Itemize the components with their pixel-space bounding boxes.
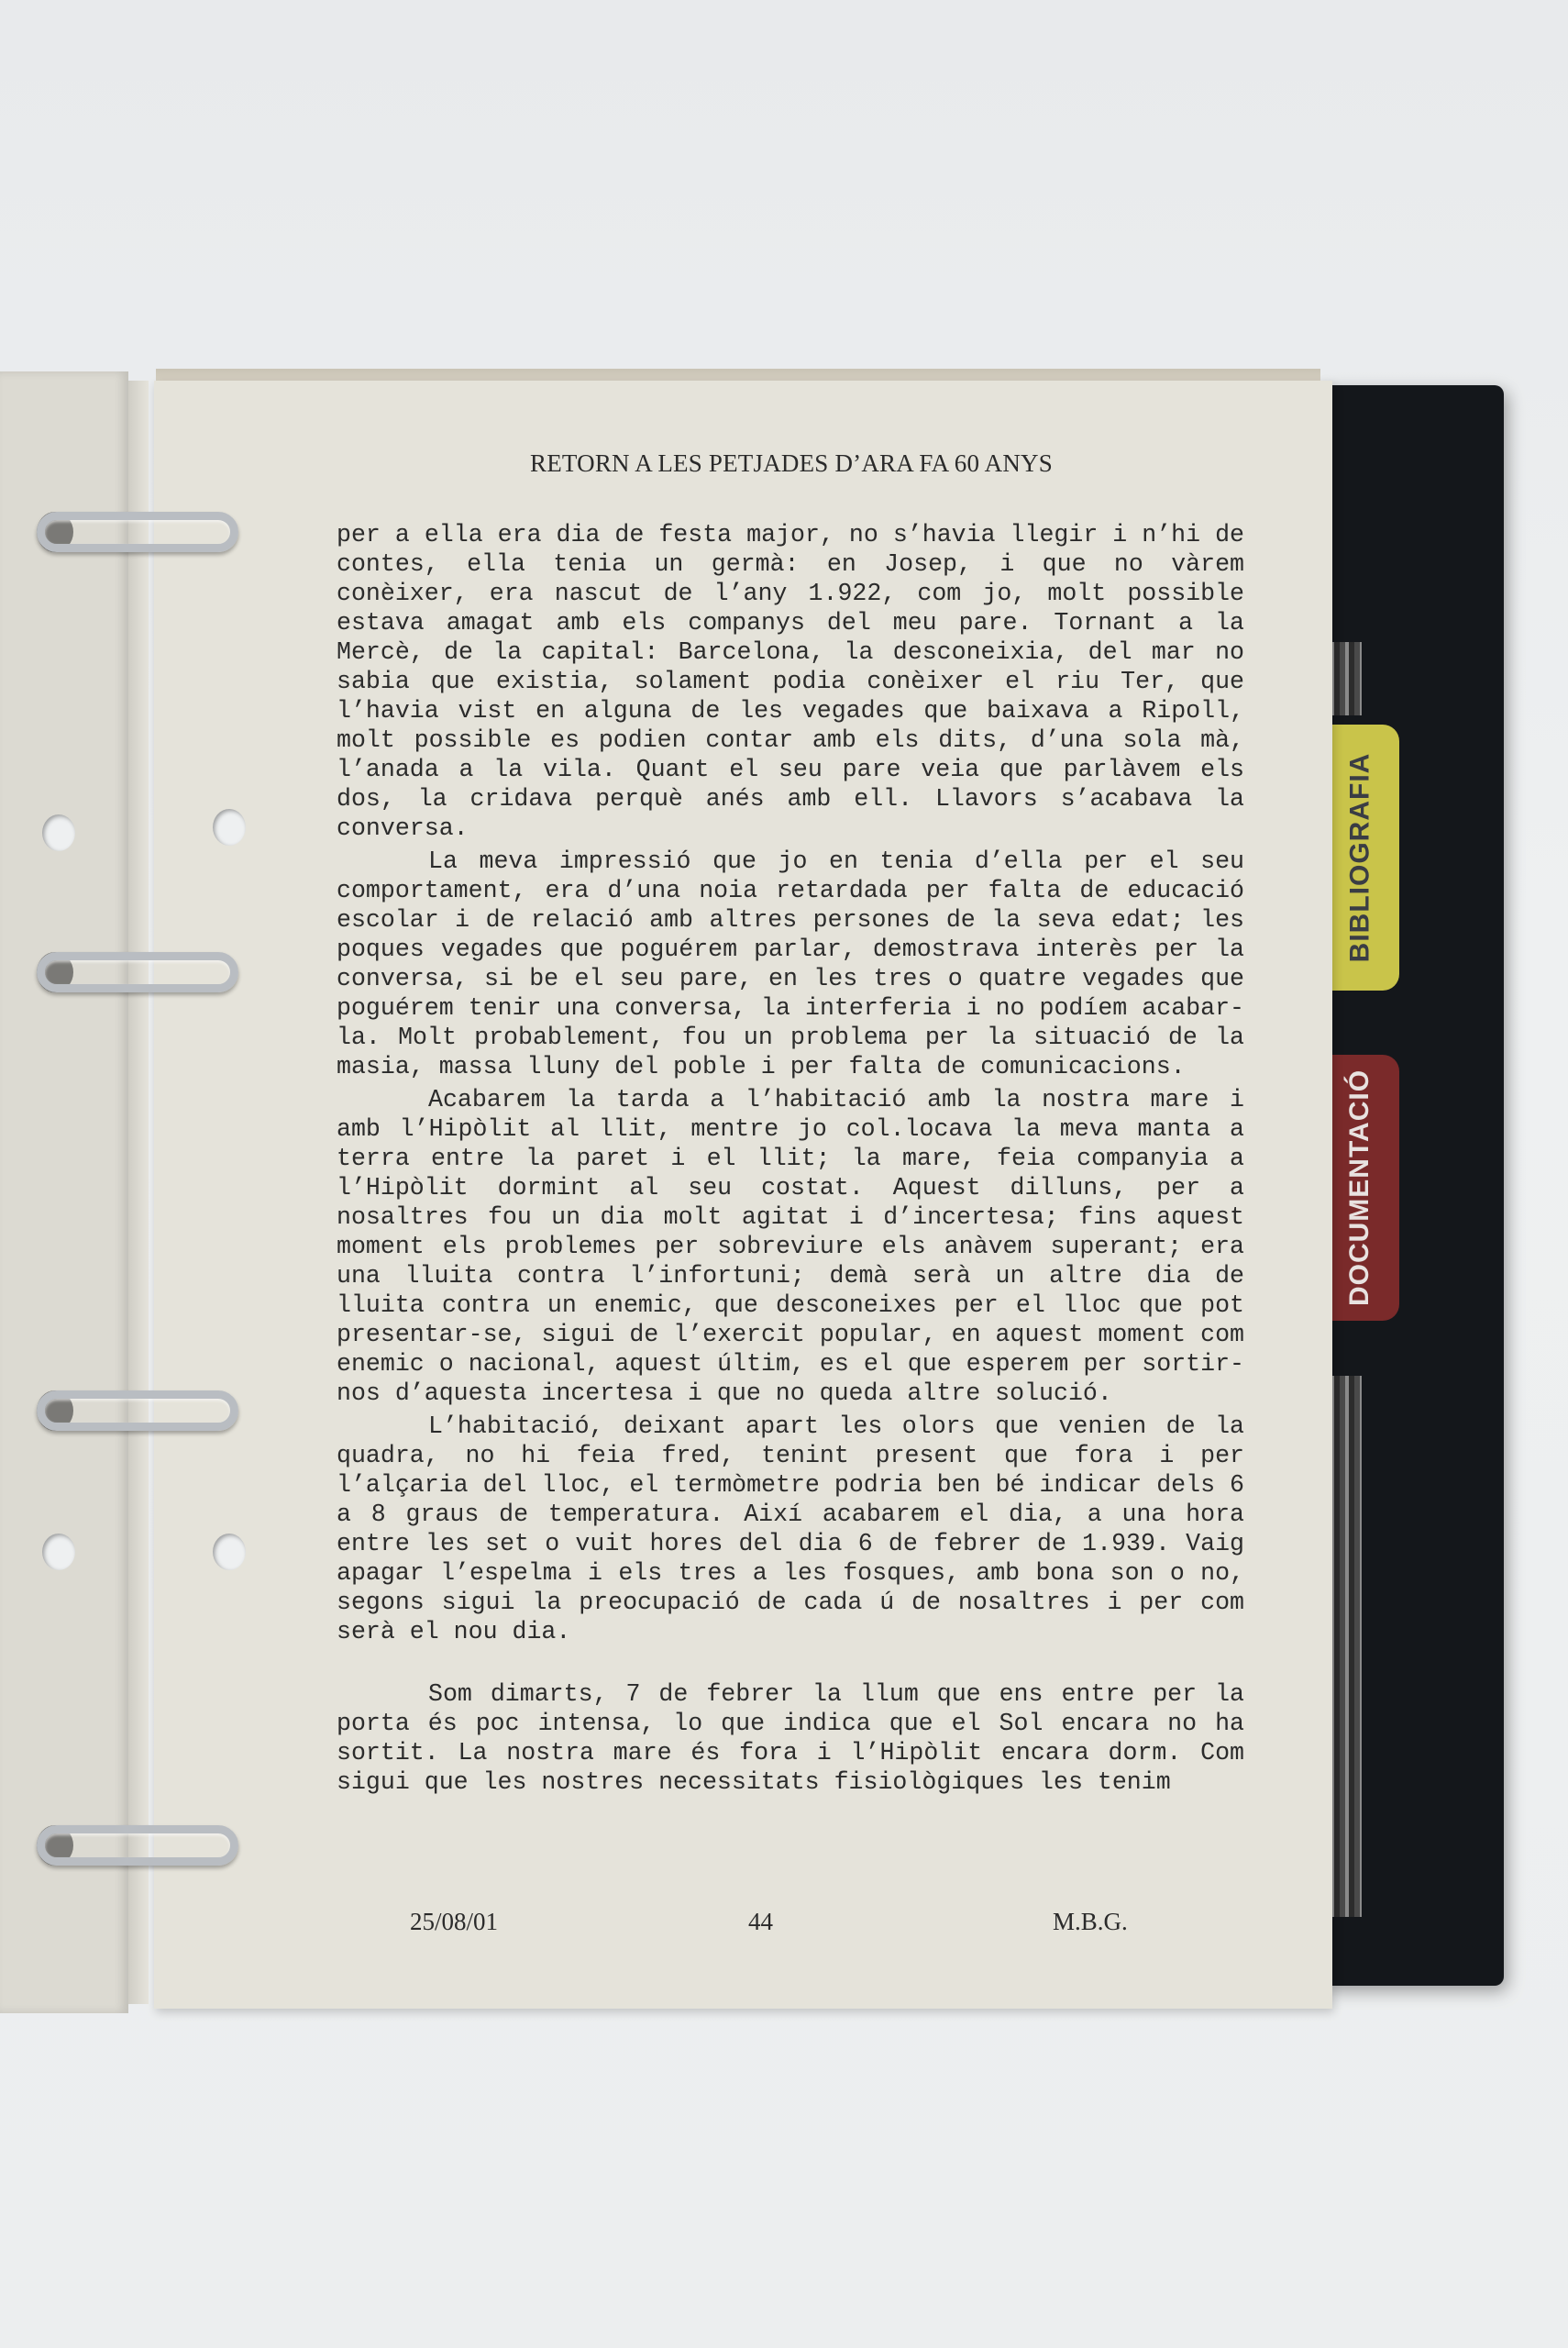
- paragraph: La meva impressió que jo en tenia d’ella per el seu comportament, era d’una noia retardada per falta de educació escolar i de relació amb altres persones de la seva edat; les poques vegades que poguérem parlar, demostrava interès per la conversa, si be el seu pare, en les tres o quatre vegades que poguérem tenir una conversa, la interferia i no podíem acabar-la. Molt probablement, fou un problema per la situació de la masia, massa lluny del poble i per falta de comunicacions.: [337, 847, 1244, 1080]
- binder-ring: [37, 512, 238, 552]
- left-page: [0, 371, 128, 2013]
- punch-hole: [42, 814, 75, 851]
- paragraph: per a ella era dia de festa major, no s’havia llegir i n’hi de contes, ella tenia un germà: en Josep, i que no vàrem conèixer, era nascut de l’any 1.922, com jo, molt possible estava amagat amb els companys del meu pare. Tornant a la Mercè, de la capital: Barcelona, la desconeixia, del mar no sabia que existia, solament podia conèixer el riu Ter, que l’havia vist en alguna de les vegades que baixava a Ripoll, molt possible es podien contar amb els dits, d’una sola mà, l’anada a la vila. Quant el seu pare veia que parlàvem els dos, la cridava perquè anés amb ell. Llavors s’acabava la conversa.: [337, 521, 1244, 842]
- binder-ring: [37, 952, 238, 992]
- page-number: 44: [748, 1908, 773, 1935]
- tab-label: BIBLIOGRAFIA: [1344, 752, 1375, 963]
- left-page-edge: [128, 381, 149, 2004]
- tab-label: DOCUMENTACIÓ: [1344, 1069, 1375, 1307]
- page-header: RETORN A LES PETJADES D’ARA FA 60 ANYS: [530, 449, 1053, 477]
- punch-hole: [42, 1534, 75, 1570]
- footer-author: M.B.G.: [1053, 1908, 1128, 1935]
- punch-hole: [213, 809, 246, 846]
- footer-date: 25/08/01: [410, 1908, 499, 1935]
- paragraph: Acabarem la tarda a l’habitació amb la nostra mare i amb l’Hipòlit al llit, mentre jo col.locava la meva manta a terra entre la paret i el llit; la mare, feia companyia a l’Hipòlit dormint al seu costat. Aquest dilluns, per a nosaltres fou un dia molt agitat i d’incertesa; fins aquest moment els problemes per sobreviure els anàvem superant; era una lluita contra l’infortuni; demà serà un altre dia de lluita contra un enemic, que desconeixes per el lloc que pot presentar-se, sigui de l’exercit popular, en aquest moment com enemic o nacional, aquest últim, es el que esperem per sortir-nos d’aquesta incertesa i que no queda altre solució.: [337, 1086, 1244, 1407]
- binder-ring: [37, 1390, 238, 1431]
- body-text: [337, 520, 1244, 1797]
- paragraph: L’habitació, deixant apart les olors que venien de la quadra, no hi feia fred, tenint present que fora i per l’alçaria del lloc, el termòmetre podria ben bé indicar dels 6 a 8 graus de temperatura. Així acabarem el dia, a una hora entre les set o vuit hores del dia 6 de febrer de 1.939. Vaig apagar l’espelma i els tres a les fosques, amb bona son o no, segons sigui la preocupació de cada ú de nosaltres i per com serà el nou dia.: [337, 1412, 1244, 1645]
- paragraph: Som dimarts, 7 de febrer la llum que ens entre per la porta és poc intensa, lo que indica que el Sol encara no ha sortit. La nostra mare és fora i l’Hipòlit encara dorm. Com sigui que les nostres necessitats fisiològiques les tenim: [337, 1680, 1244, 1796]
- punch-hole: [213, 1534, 246, 1570]
- binder-ring: [37, 1825, 238, 1866]
